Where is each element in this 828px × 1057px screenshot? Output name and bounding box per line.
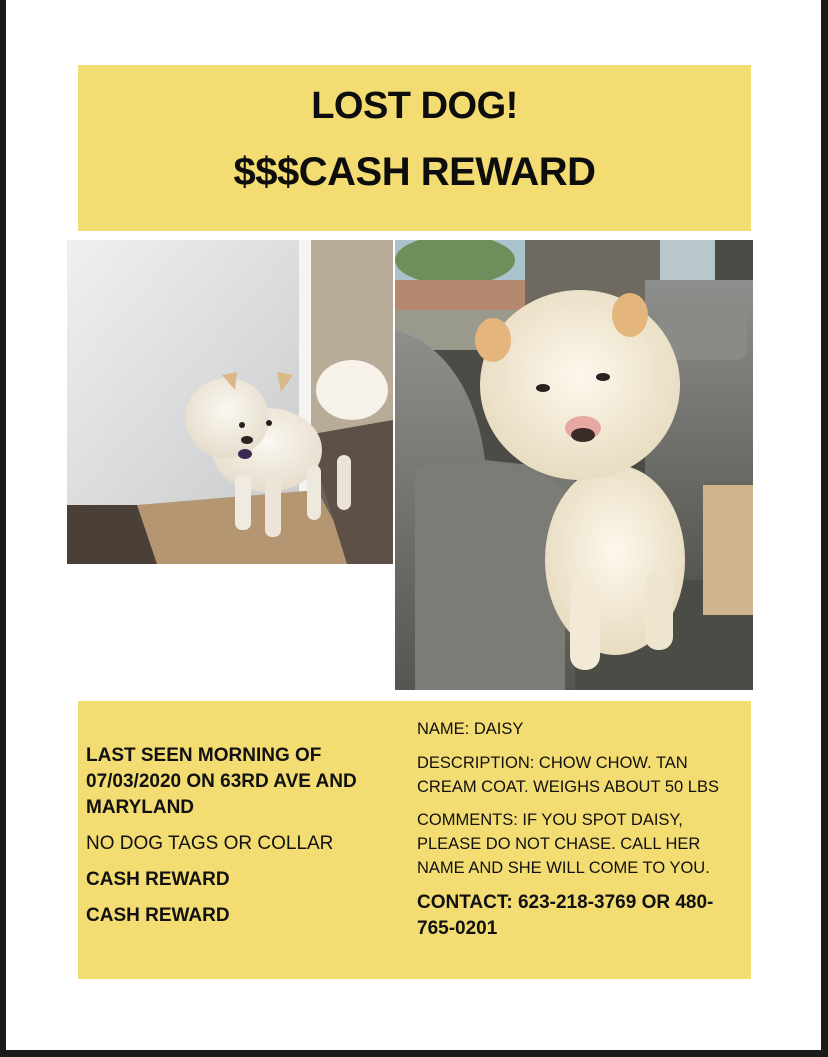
dog-photo-car — [395, 240, 753, 690]
dog-photo-standing — [67, 240, 393, 564]
cash-reward-text-1: CASH REWARD — [86, 869, 230, 890]
headline: LOST DOG! — [311, 85, 518, 127]
details-left-column — [86, 743, 386, 929]
flyer-page — [6, 0, 821, 1050]
reward-headline: $$$CASH REWARD — [233, 150, 596, 194]
dog-name-text: NAME: DAISY — [417, 720, 524, 738]
contact-text: CONTACT: 623-218-3769 OR 480-765-0201 — [417, 892, 714, 939]
comments-text: COMMENTS: IF YOU SPOT DAISY, PLEASE DO NOT CHASE. CALL HER NAME AND SHE WILL COME TO YOU. — [417, 811, 710, 877]
title-banner — [78, 65, 751, 231]
details-panel — [78, 701, 751, 979]
description-text: DESCRIPTION: CHOW CHOW. TAN CREAM COAT. WEIGHS ABOUT 50 LBS — [417, 754, 719, 796]
no-tags-text: NO DOG TAGS OR COLLAR — [86, 833, 334, 854]
last-seen-text: LAST SEEN MORNING OF 07/03/2020 ON 63RD AVE AND MARYLAND — [86, 745, 357, 818]
cash-reward-text-2: CASH REWARD — [86, 905, 230, 926]
details-right-column — [417, 717, 747, 942]
